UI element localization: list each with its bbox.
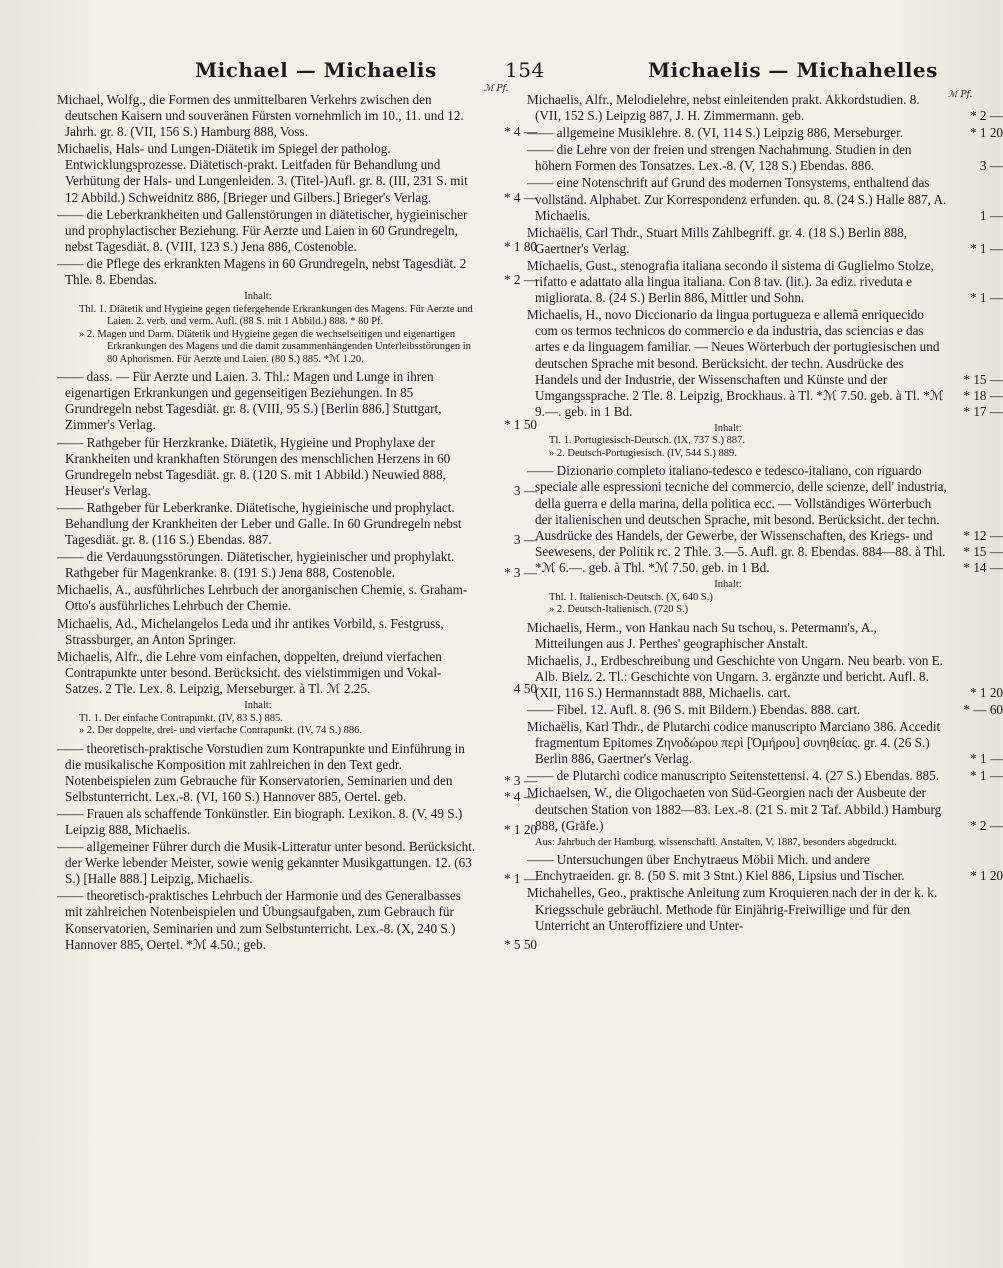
entry-text: —— Rathgeber für Herzkranke. Diätetik, Hygieine und Prophylaxe der Krankheiten und krankhaften Störungen des menschlichen Herzens in 60 Grundregeln nebst Tagesdiät. gr. 8. (120 S. mit 1 Abbild.) Neuwied 888, Heuser's Verlag. [57, 434, 451, 498]
entry-price: * 1 — [504, 871, 537, 887]
bibliography-entry [527, 719, 1003, 767]
entry-price: * 1 20 [970, 684, 1003, 700]
entry-price: * 2 — [970, 817, 1003, 833]
entry-price: * 1 80 [504, 238, 537, 254]
entry-price: * 3 — [504, 565, 537, 581]
entry-price: * 1 — [970, 240, 1003, 256]
entry-price: * 15 — * 18 — * 17 — [963, 371, 1003, 419]
entry-price: * 1 — [970, 290, 1003, 306]
contents-line: Tl. 1. Der einfache Contrapunkt. (IV, 83 S.) 885. [79, 712, 283, 724]
contents-line: » 2. Magen und Darm. Diätetik und Hygieine gegen die wechselseitigen und eigenartigen Erkrankungen des Magens und die damit zusammenhängenden Unterleibsstörungen in 80 Aphorismen. Für Aerzte und Laien. (80 S.) 885. *ℳ 1.20. [79, 328, 471, 365]
entry-price: * 1 20 [970, 125, 1003, 141]
entry-text: —— theoretisch-praktische Vorstudien zum Kontrapunkte und Einführung in die musikalische Komposition mit zahlreichen in den Text gedr. Notenbeispielen zum Gebrauche für Konservatorien, Seminarien und den Selbstunterricht. Lex.-8. (VI, 160 S.) Hannover 885, Oertel. geb. [57, 740, 465, 804]
bibliography-entry [57, 648, 537, 697]
entry-text: —— die Lehre von der freien und strengen Nachahmung. Studien in den höhern Formen des Tonsatzes. Lex.-8. (V, 128 S.) Ebendas. 886. [527, 142, 912, 174]
bibliography-entry [527, 175, 1003, 223]
contents-line: Tl. 1. Portugiesisch-Deutsch. (IX, 737 S.) 887. [549, 435, 745, 447]
bibliography-entry [527, 652, 1003, 701]
entry-price: 4 50 [513, 680, 537, 696]
entry-text: Michaelis, Alfr., die Lehre vom einfachen, doppelten, dreiund vierfachen Contrapunkte unter besond. Berücksicht. des vielstimmigen und Vokal-Satzes. 2 Tle. Lex. 8. Leipzig, Merseburger. à Tl. ℳ 2.25. [57, 648, 442, 696]
entry-text: Michaelis, Ad., Michelangelos Leda und ihr antikes Vorbild, s. Festgruss, Strassburger, an Anton Springer. [57, 615, 444, 647]
entry-price: * 3 — * 4 — [504, 772, 537, 804]
entry-price: * 1 50 [504, 417, 537, 433]
entry-text: —— de Plutarchi codice manuscripto Seitenstettensi. 4. (27 S.) Ebendas. 885. [527, 768, 940, 784]
entry-text: —— allgemeiner Führer durch die Musik-Litteratur unter besond. Berücksicht. der Werke lebender Meister, sowie wenig gekannter Musikgattungen. 12. (63 S.) [Halle 888.] Leipzig, Michaelis. [57, 839, 476, 887]
entry-text: Michaëlis, Karl Thdr., de Plutarchi codice manuscripto Marciano 386. Accedit fragmentum Epitomes Ζηνοδώρου περὶ [Ὁμήρου] συνηθείας. gr. 4. (26 S.) Berlin 886, Gaertner's Verlag. [527, 719, 941, 767]
bibliography-entry [57, 839, 537, 887]
entry-text: —— Frauen als schaffende Tonkünstler. Ein biograph. Lexikon. 8. (V, 49 S.) Leipzig 888, Michaelis. [57, 805, 463, 837]
currency-unit-left: ℳ Pf. [484, 84, 509, 94]
entry-price: * 1 — [970, 751, 1003, 767]
bibliography-entry [57, 369, 537, 433]
bibliography-entry [57, 888, 537, 952]
bibliography-entry [527, 125, 1003, 141]
bibliography-entry [527, 620, 947, 652]
entry-text: Michaelis, J., Erdbeschreibung und Geschichte von Ungarn. Neu bearb. von E. Alb. Bielz. 2. Tl.: Geschichte von Ungarn. 3. ergänzte und bericht. Aufl. 8. (XII, 116 S.) Hermannstadt 888, Michaelis. cart. [527, 652, 944, 700]
entry-price: * 1 — [970, 768, 1003, 784]
left-column [57, 92, 537, 954]
entry-text: Michaelis, Alfr., Melodielehre, nebst einleitenden prakt. Akkordstudien. 8. (VII, 152 S.) Leipzig 887, J. H. Zimmermann. geb. [527, 92, 920, 124]
bibliography-entry [57, 92, 537, 140]
entry-text: —— Rathgeber für Leberkranke. Diätetische, hygieinische und prophylact. Behandlung der Krankheiten der Leber und Galle. In 60 Grundregeln nebst Tagesdiät. gr. 8. (116 S.) Ebendas. 887. [57, 499, 462, 548]
running-head-right: Michaelis — Michahelles [648, 58, 938, 82]
entry-text: —— allgemeine Musiklehre. 8. (VI, 114 S.) Leipzig 886, Merseburger. [527, 125, 904, 141]
contents-line: » 2. Deutsch-Portugiesisch. (IV, 544 S.) 889. [549, 447, 737, 459]
entry-text: —— eine Notenschrift auf Grund des modernen Tonsystems, enthaltend das vollständ. Alphabet. Zur Korrespondenz erfunden. qu. 8. (24 S.) Halle 887, A. Michaelis. [527, 175, 947, 223]
contents-line: Thl. 1. Italienisch-Deutsch. (X, 640 S.) [549, 591, 713, 603]
entry-price: * 2 — [970, 108, 1003, 124]
bibliography-entry [527, 702, 1003, 718]
entry-price: * 1 20 [970, 868, 1003, 884]
entry-text: Michaelis, Gust., stenografia italiana secondo il sistema di Guglielmo Stolze, rifatto e adattato alla lingua italiana. Con 8 tav. (lit.). 3a ediz. riveduta e migliorata. 8. (24 S.) Berlin 886, Mittler und Sohn. [527, 257, 934, 306]
contents-heading: Inhalt: [244, 700, 272, 711]
entry-text: Michaelis, Herm., von Hankau nach Su tschou, s. Petermann's, A., Mitteilungen aus J. Perthes' geographischer Anstalt. [527, 619, 877, 651]
entry-text: Michahelles, Geo., praktische Anleitung zum Kroquieren nach der in der k. k. Kriegsschule gebräuchl. Methode für Einjährig-Freiwillige und für den Unterricht an Unteroffiziere und Unter- [527, 885, 938, 933]
entry-text: Michaelis, A., ausführliches Lehrbuch der anorganischen Chemie, s. Graham-Otto's ausführliches Lehrbuch der Chemie. [57, 582, 468, 614]
entry-price: * 4 — [504, 124, 537, 140]
contents-heading: Inhalt: [714, 579, 742, 591]
contents-block [57, 700, 477, 738]
contents-block [527, 423, 947, 461]
contents-heading: Inhalt: [714, 422, 742, 434]
entry-note: Aus: Jahrbuch der Hamburg. wissenschaftl. Anstalten, V, 1887, besonders abgedruckt. [535, 836, 897, 848]
bibliography-entry [527, 785, 1003, 833]
bibliography-entry [57, 549, 537, 581]
entry-price: 3 — [513, 532, 537, 548]
entry-price: 3 — [979, 158, 1003, 174]
entry-text: Michaëlis, Carl Thdr., Stuart Mills Zahlbegriff. gr. 4. (18 S.) Berlin 888, Gaertner's Verlag. [527, 224, 908, 256]
entry-text: —— Fibel. 12. Aufl. 8. (96 S. mit Bildern.) Ebendas. 888. cart. [527, 702, 861, 717]
contents-line: Thl. 1. Diätetik und Hygieine gegen tiefergehende Erkrankungen des Magens. Für Aerzte und Laien. 2. verb. und verm. Aufl. (88 S. mit 1 Abbild.) 888. * 80 Pf. [79, 303, 473, 328]
bibliography-entry [57, 255, 537, 288]
bibliography-entry [527, 257, 1003, 306]
entry-text: Michaelis, Hals- und Lungen-Diätetik im Spiegel der patholog. Entwicklungsprozesse. Diätetisch-prakt. Leitfaden für Behandlung und Verhütung der Hals- und Lungenleiden. 3. (Titel-)Aufl. gr. 8. (III, 231 S. mit 12 Abbild.) Schweidnitz 886, [Brieger und Gilbers.] Brieger's Verlag. [57, 141, 468, 205]
entry-text: —— Dizionario completo italiano-tedesco e tedesco-italiano, con riguardo speciale alle espressioni tecniche del commercio, delle scienze, dell' industria, della guerra e della marina, della politica ecc. — Vollständiges Wörterbuch der italienischen und deutschen Sprache, mit besond. Berücksicht. der techn. Ausdrücke des Handels, der Gewerbe, der Wissenschaften, des Kriegs- und Seewesens, der Politik rc. 2 Thle. 3.—5. Aufl. gr. 8. Ebendas. 884—88. à Thl. *ℳ 6.—. geb. à Thl. *ℳ 7.50. geb. in 1 Bd. [527, 463, 947, 575]
bibliography-entry [527, 142, 1003, 174]
bibliography-entry [527, 885, 947, 933]
bibliography-entry [57, 740, 537, 805]
entry-text: Michael, Wolfg., die Formen des unmittelbaren Verkehrs zwischen den deutschen Kaisern und souveränen Fürsten vornehmlich im 10., 11. und 12. Jahrh. gr. 8. (VII, 156 S.) Hamburg 888, Voss. [57, 92, 464, 140]
bibliography-entry [527, 768, 1003, 784]
entry-price: * 2 — [504, 272, 537, 288]
entry-price: * 5 50 [504, 936, 537, 952]
running-head-left: Michael — Michaelis [195, 58, 437, 82]
bibliography-entry [57, 616, 477, 648]
bibliography-entry [57, 206, 537, 255]
entry-text: —— die Leberkrankheiten und Gallenstörungen in diätetischer, hygieinischer und prophylactischer Beziehung. Für Aerzte und Laien in 60 Grundregeln, nebst Tagesdiät. 8. (VIII, 123 S.) Jena 886, Costenoble. [57, 206, 468, 254]
contents-block [57, 291, 477, 366]
bibliography-entry [57, 805, 537, 838]
entry-text: Michaelis, H., novo Diccionario da lingua portugueza e allemã enriquecido com os termos technicos do commercio e da industria, das sciencias e das artes e da linguagem familiar. — Neues Wörterbuch der portugiesischen und deutschen Sprache mit besond. Berücksicht. der techn. Ausdrücke des Handels und der Industrie, der Wissenschaften und Künste und der Umgangssprache. 2 Tle. 8. Leipzig, Brockhaus. à Tl. *ℳ 7.50. geb. à Tl. *ℳ 9.—. geb. in 1 Bd. [527, 307, 944, 419]
entry-text: Michaelsen, W., die Oligochaeten von Süd-Georgien nach der Ausbeute der deutschen Station von 1882—83. Lex.-8. (21 S. mit 2 Taf. Abbild.) Hamburg 888, (Gräfe.) [527, 785, 942, 833]
entry-price: 1 — [979, 207, 1003, 223]
bibliography-entry [57, 141, 537, 205]
entry-text: —— die Verdauungsstörungen. Diätetischer, hygieinischer und prophylakt. Rathgeber für Magenkranke. 8. (191 S.) Jena 888, Costenoble. [57, 549, 455, 581]
entry-price: * 1 20 [504, 821, 537, 837]
page-number: 154 [505, 58, 545, 82]
entry-text: —— theoretisch-praktisches Lehrbuch der Harmonie und des Generalbasses mit zahlreichen Notenbeispielen und Übungsaufgaben, zum Gebrauch für Konservatorien, Seminarien und zum Selbstunterricht. Lex.-8. (X, 240 S.) Hannover 885, Oertel. *ℳ 4.50.; geb. [57, 888, 461, 952]
bibliography-entry [527, 852, 1003, 884]
entry-price: 3 — [513, 482, 537, 498]
contents-line: » 2. Der doppelte, drei- und vierfache Contrapunkt. (IV, 74 S.) 886. [79, 725, 362, 736]
entry-text: —— dass. — Für Aerzte und Laien. 3. Thl.: Magen und Lunge in ihren eigenartigen Erkrankungen und gegenseitigen Beziehungen. In 85 Grundregeln nebst Tagesdiät. gr. 8. (VIII, 95 S.) [Berlin 886.] Stuttgart, Zimmer's Verlag. [57, 369, 442, 433]
entry-price: * 4 — [504, 189, 537, 205]
bibliography-entry [57, 499, 537, 548]
bibliography-entry [527, 307, 1003, 420]
entry-text: —— die Pflege des erkrankten Magens in 60 Grundregeln, nebst Tagesdiät. 2 Thle. 8. Ebendas. [57, 255, 467, 288]
contents-block [527, 579, 947, 617]
bibliography-entry [57, 582, 477, 614]
contents-heading: Inhalt: [244, 291, 272, 303]
bibliography-entry [57, 434, 537, 499]
entry-price: * 12 — * 15 — * 14 — [963, 527, 1003, 575]
bibliography-entry [527, 463, 1003, 576]
bibliography-entry [527, 224, 1003, 257]
entry-price: * — 60 [963, 702, 1003, 717]
currency-unit-right: ℳ Pf. [948, 90, 973, 100]
entry-text: —— Untersuchungen über Enchytraeus Möbii Mich. und andere Enchytraeiden. gr. 8. (50 S. mit 3 Stnt.) Kiel 886, Lipsius und Tischer. [527, 852, 905, 884]
contents-line: » 2. Deutsch-Italienisch. (720 S.) [549, 604, 689, 616]
